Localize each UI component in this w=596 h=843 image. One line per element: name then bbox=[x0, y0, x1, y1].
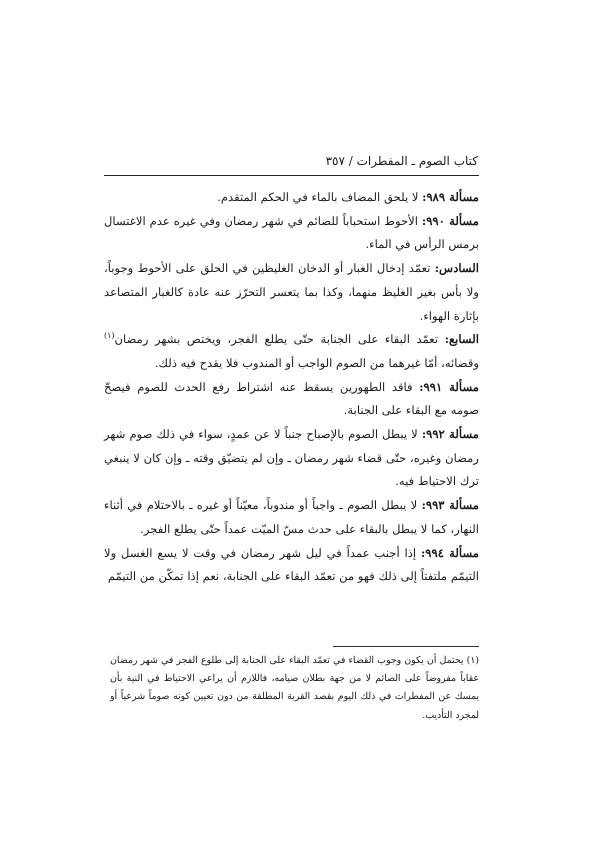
issue-label: مسألة ٩٩٤: bbox=[421, 545, 480, 560]
issue-994 bbox=[104, 542, 479, 589]
footnote-rule bbox=[333, 646, 479, 647]
issue-text: لا يلحق المضاف بالماء في الحكم المتقدم. bbox=[217, 190, 423, 204]
issue-label: مسألة ٩٩٠: bbox=[421, 213, 479, 228]
item-label: السابع: bbox=[444, 332, 479, 347]
main-text bbox=[104, 186, 479, 589]
issue-989 bbox=[104, 186, 479, 210]
sixth-item bbox=[104, 257, 479, 328]
footnote: (١) يحتمل أن يكون وجوب القضاء في تعمّد البقاء على الجنابة إلى طلوع الفجر في شهر رمضان عقاباً مفروضاً على الصائم لا من جهة بطلان صيامه، فاللازم أن يراعي الاحتياط في النية بأن يمسك عن المفطرات في ذلك اليوم بقصد القربة المطلقة من دون تعيين كونه صوماً شرعياً أو لمجرد التأديب. bbox=[110, 655, 479, 721]
issue-991 bbox=[104, 376, 479, 423]
issue-label: مسألة ٩٩٣: bbox=[421, 498, 479, 513]
footnote-reference[interactable]: (١) bbox=[104, 331, 115, 341]
issue-text: لا يبطل الصوم ـ واجباً أو مندوباً، معيّناً أو غيره ـ بالاحتلام في أثناء النهار، كما لا يبطل بالبقاء على حدث مسّ الميّت عمداً حتّى يطلع الفجر. bbox=[104, 498, 479, 536]
seventh-item bbox=[104, 328, 479, 375]
item-text: تعمّد إدخال الغبار أو الدخان الغليظين في الحلق على الأحوط وجوباً، ولا بأس بغير الغليظ منهما، وكذا بما يتعسر التحرّز عنه عادة كالغبار المتصاعد بإثارة الهواء. bbox=[104, 261, 479, 323]
issue-label: مسألة ٩٩٢: bbox=[421, 427, 480, 442]
issue-text: لا يبطل الصوم بالإصباح جنباً لا عن عمدٍ، سواء في ذلك صوم شهر رمضان وغيره، حتّى قضاء شهر رمضان ـ وإن لم يتضيّق وقته ـ وإن كان لا ينبغي ترك الاحتياط فيه. bbox=[104, 427, 479, 489]
issue-990 bbox=[104, 210, 479, 257]
issue-text: فاقد الطهورين يسقط عنه اشتراط رفع الحدث للصوم فيصحّ صومه مع البقاء على الجنابة. bbox=[104, 379, 479, 418]
issue-992 bbox=[104, 423, 479, 494]
item-label: السادس: bbox=[434, 261, 479, 276]
item-text-continued: وقضائه، أمّا غيرهما من الصوم الواجب أو المندوب فلا يقدح فيه ذلك. bbox=[154, 355, 479, 370]
issue-text: إذا أجنب عمداً في ليل شهر رمضان في وقت لا يسع الغسل ولا التيمّم ملتفتاً إلى ذلك فهو من تعمّد البقاء على الجنابة، نعم إذا تمكّن من التيمّم bbox=[104, 545, 479, 584]
header-rule bbox=[104, 175, 479, 176]
running-header: كتاب الصوم ـ المفطرات / ٣٥٧ bbox=[325, 154, 478, 168]
issue-text: الأحوط استحباباً للصائم في شهر رمضان وفي غيره عدم الاغتسال برمس الرأس في الماء. bbox=[104, 213, 479, 252]
item-text: تعمّد البقاء على الجنابة حتّى يطلع الفجر، ويختص بشهر رمضان bbox=[114, 332, 445, 347]
issue-label: مسألة ٩٨٩: bbox=[422, 190, 479, 204]
issue-label: مسألة ٩٩١: bbox=[419, 379, 480, 394]
issue-993 bbox=[104, 494, 479, 541]
